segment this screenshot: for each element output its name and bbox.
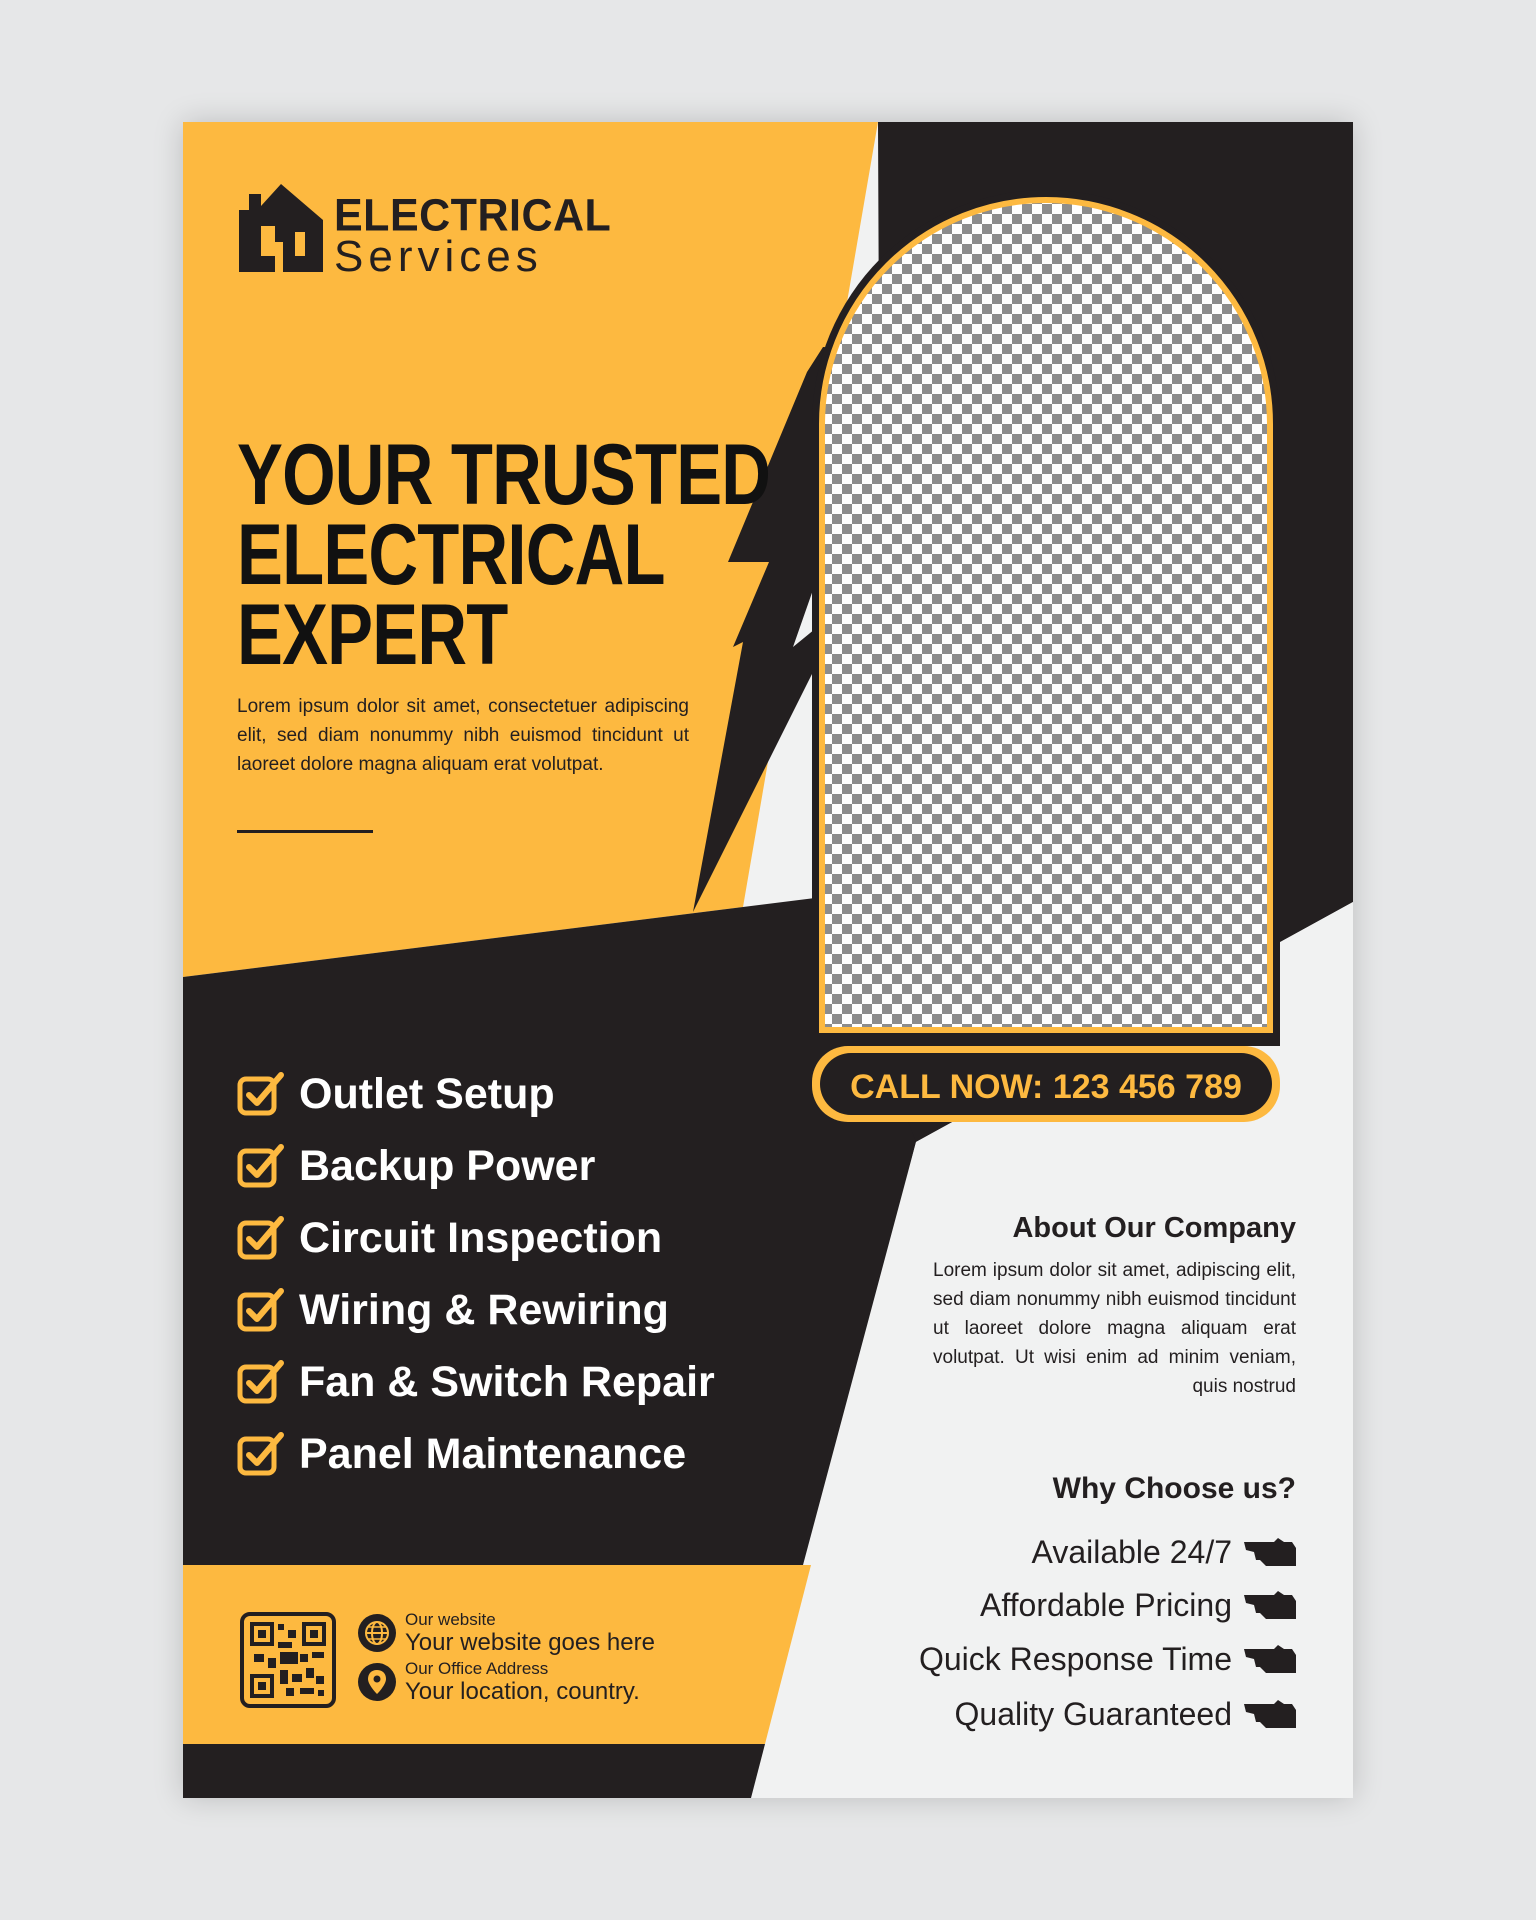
call-now-button[interactable]: CALL NOW: 123 456 789 [850, 1068, 1242, 1106]
website-value[interactable]: Your website goes here [405, 1629, 655, 1656]
checkbox-check-icon [237, 1070, 285, 1118]
service-item [237, 1280, 669, 1340]
checkbox-check-icon [237, 1286, 285, 1334]
why-item-label: Available 24/7 [1031, 1533, 1232, 1570]
flyer [183, 122, 1353, 1798]
service-item [237, 1352, 715, 1412]
intro-divider [237, 830, 373, 833]
checkbox-check-icon [237, 1214, 285, 1262]
dark-bottom-strip [183, 1744, 765, 1798]
service-label: Backup Power [299, 1141, 596, 1190]
why-item [919, 1639, 1296, 1679]
why-item-label: Quick Response Time [918, 1640, 1232, 1677]
intro-paragraph: Lorem ipsum dolor sit amet, consectetuer adipiscing elit, sed diam nonummy nibh euismod tincidunt ut laoreet dolore magna aliquam erat volutpat. [237, 696, 689, 775]
service-item [237, 1136, 595, 1196]
globe-icon [357, 1613, 397, 1653]
service-label: Outlet Setup [299, 1069, 555, 1118]
service-item [237, 1208, 662, 1268]
address-value: Your location, country. [405, 1678, 640, 1705]
headline-line-3: EXPERT [237, 587, 508, 683]
website-label: Our website [405, 1610, 496, 1629]
service-label: Panel Maintenance [299, 1429, 687, 1478]
why-item [1032, 1532, 1296, 1572]
pointing-hand-icon [1244, 1589, 1296, 1621]
photo-placeholder [802, 184, 1290, 1127]
logo-subtitle: Services [334, 232, 543, 281]
house-plug-icon [239, 176, 323, 272]
service-label: Wiring & Rewiring [299, 1285, 669, 1334]
checkbox-check-icon [237, 1142, 285, 1190]
service-item [237, 1424, 686, 1484]
why-item [980, 1585, 1296, 1625]
checkbox-check-icon [237, 1358, 285, 1406]
pointing-hand-icon [1244, 1643, 1296, 1675]
about-paragraph: Lorem ipsum dolor sit amet, adipiscing elit, sed diam nonummy nibh euismod tincidunt ut laoreet dolore magna aliquam erat volutpat. Ut wisi enim ad minim veniam, quis nostrud [933, 1260, 1296, 1397]
service-label: Circuit Inspection [299, 1213, 663, 1262]
pointing-hand-icon [1244, 1698, 1296, 1730]
location-pin-icon [357, 1662, 397, 1702]
why-item [955, 1694, 1297, 1734]
service-item [237, 1064, 555, 1124]
checkbox-check-icon [237, 1430, 285, 1478]
pointing-hand-icon [1244, 1536, 1296, 1568]
why-item-label: Affordable Pricing [980, 1586, 1232, 1623]
service-label: Fan & Switch Repair [299, 1357, 715, 1406]
headline-line-2: ELECTRICAL [237, 507, 665, 603]
address-label: Our Office Address [405, 1659, 549, 1678]
headline-line-1: YOUR TRUSTED [237, 427, 771, 523]
why-choose-title: Why Choose us? [1052, 1472, 1296, 1505]
qr-code-icon [240, 1612, 336, 1708]
why-item-label: Quality Guaranteed [954, 1695, 1232, 1732]
about-title: About Our Company [1012, 1212, 1296, 1244]
logo-title: ELECTRICAL [334, 190, 612, 242]
